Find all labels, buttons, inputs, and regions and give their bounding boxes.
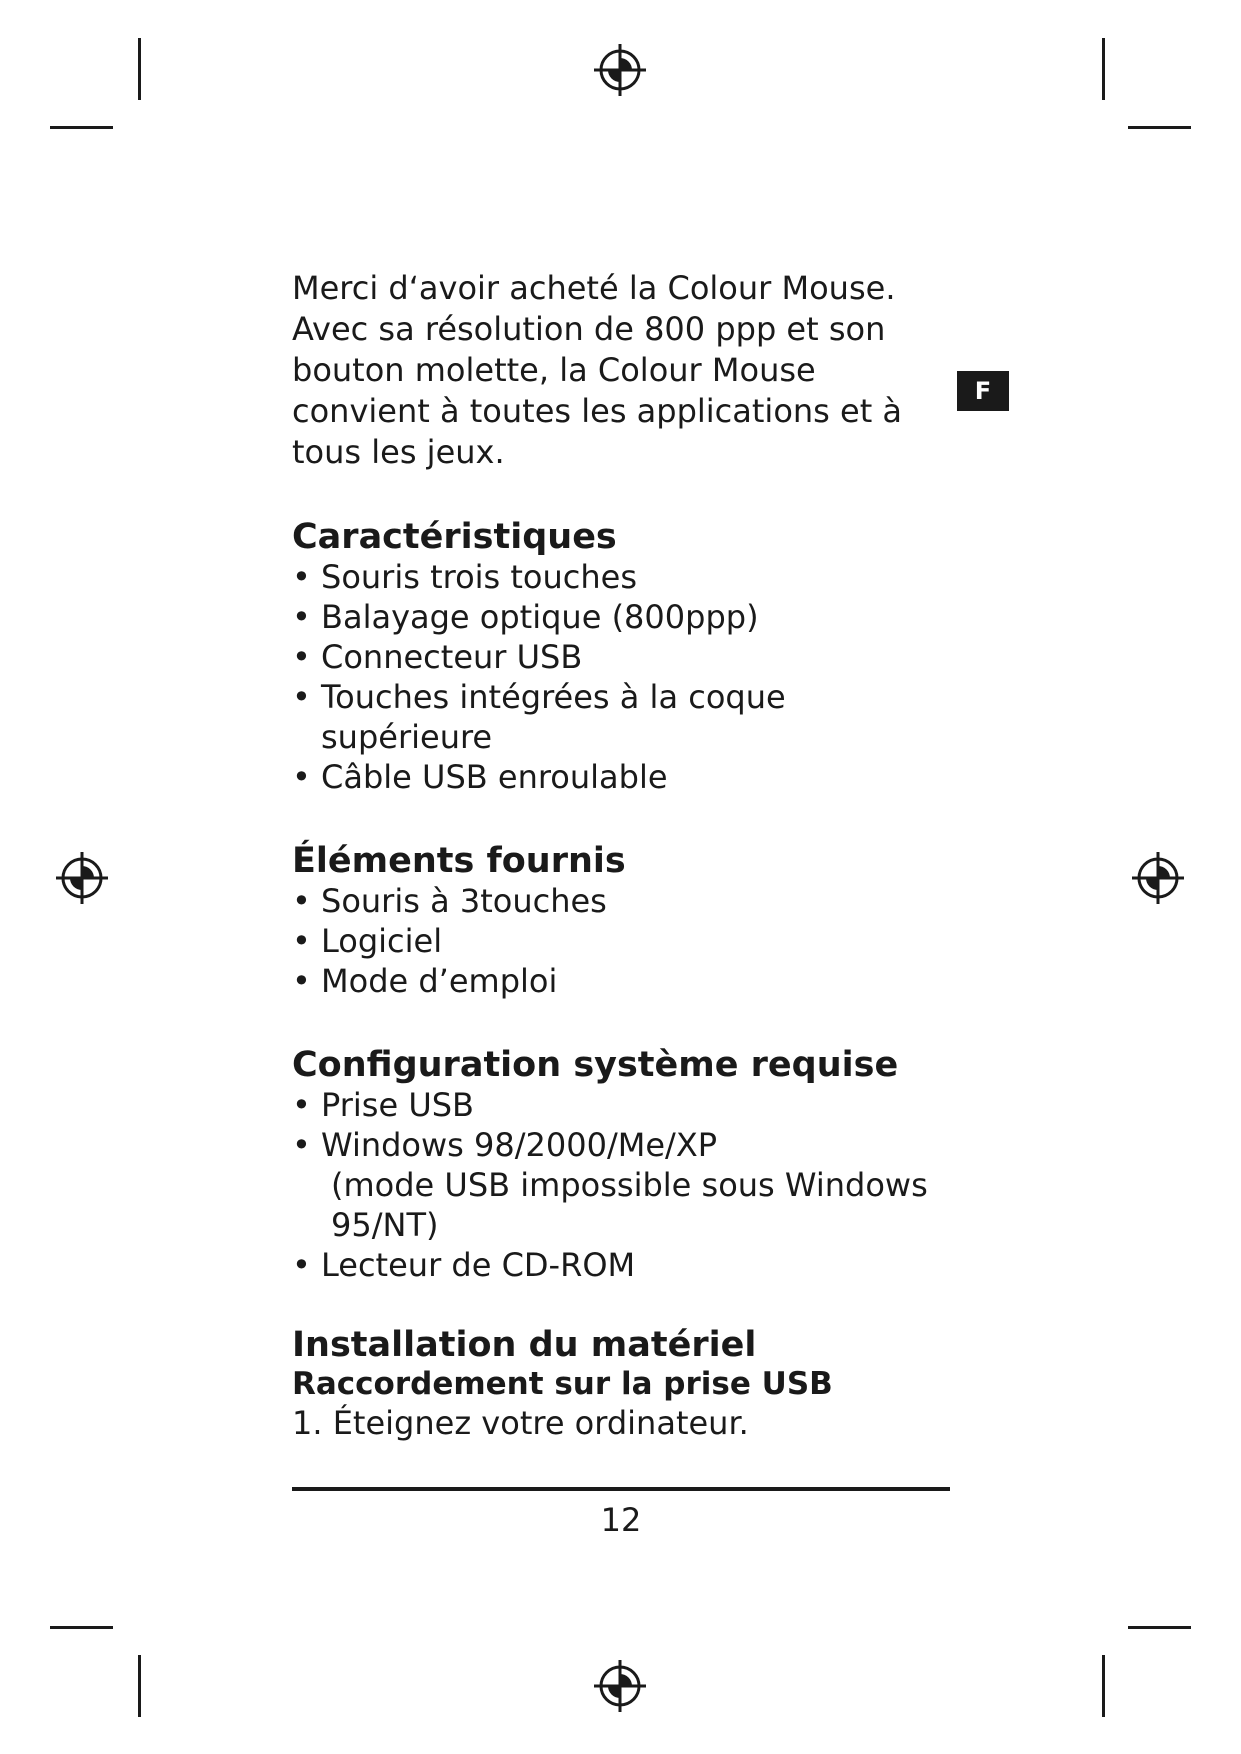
registration-mark-right-icon [1130, 850, 1186, 906]
list-item [292, 1125, 961, 1245]
bullet: • [292, 638, 311, 676]
list-item-text: Câble USB enroulable [321, 758, 668, 796]
bullet: • [292, 678, 311, 716]
requirements-heading: Configuration système requise [292, 1045, 899, 1085]
bullet: • [292, 758, 311, 796]
crop-mark-bottom-right-vertical [1102, 1655, 1105, 1717]
page-number: 12 [600, 1501, 642, 1539]
list-item [292, 597, 972, 637]
list-item [292, 921, 972, 961]
bullet: • [292, 882, 311, 920]
crop-mark-top-right-horizontal [1128, 126, 1191, 129]
crop-mark-top-right-vertical [1102, 38, 1105, 100]
bullet: • [292, 1246, 311, 1284]
bullet: • [292, 558, 311, 596]
list-item [292, 677, 841, 757]
windows-note: (mode USB impossible sous Windows 95/NT) [331, 1166, 928, 1244]
crop-mark-bottom-left-vertical [138, 1655, 141, 1717]
bullet: • [292, 1086, 311, 1124]
contents-heading: Éléments fournis [292, 841, 626, 881]
page-content [292, 268, 972, 1443]
list-item-text: Souris trois touches [321, 558, 638, 596]
list-item [292, 757, 972, 797]
registration-mark-left-icon [54, 850, 110, 906]
registration-mark-bottom-icon [592, 1658, 648, 1714]
installation-step-1: 1. Éteignez votre ordinateur. [292, 1404, 749, 1442]
list-item-text: Windows 98/2000/Me/XP [321, 1126, 718, 1164]
intro-paragraph: Merci d‘avoir acheté la Colour Mouse. Avec sa résolution de 800 ppp et son bouton molette, la Colour Mouse convient à toutes les applications et à tous les jeux. [292, 269, 903, 471]
bullet: • [292, 962, 311, 1000]
features-heading: Caractéristiques [292, 517, 617, 557]
list-item-text: Logiciel [321, 922, 443, 960]
bullet: • [292, 598, 311, 636]
installation-heading: Installation du matériel [292, 1325, 757, 1365]
list-item-text: Mode d’emploi [321, 962, 558, 1000]
bullet: • [292, 1126, 311, 1164]
list-item [292, 557, 972, 597]
list-item-text: Lecteur de CD-ROM [321, 1246, 636, 1284]
requirements-list [292, 1085, 972, 1285]
list-item [292, 1085, 972, 1125]
installation-subheading: Raccordement sur la prise USB [292, 1366, 833, 1402]
list-item-text: Touches intégrées à la coque supérieure [321, 678, 786, 756]
list-item [292, 881, 972, 921]
contents-list [292, 881, 972, 1001]
list-item-text: Balayage optique (800ppp) [321, 598, 759, 636]
list-item [292, 637, 972, 677]
list-item [292, 1245, 972, 1285]
list-item [292, 961, 972, 1001]
crop-mark-bottom-left-horizontal [50, 1626, 113, 1629]
list-item-text: Connecteur USB [321, 638, 583, 676]
registration-mark-top-icon [592, 42, 648, 98]
footer-divider [292, 1487, 950, 1491]
bullet: • [292, 922, 311, 960]
crop-mark-top-left-vertical [138, 38, 141, 100]
list-item-text: Souris à 3touches [321, 882, 607, 920]
list-item-text: Prise USB [321, 1086, 474, 1124]
crop-mark-top-left-horizontal [50, 126, 113, 129]
features-list [292, 557, 972, 797]
language-tab: F [957, 371, 1009, 411]
crop-mark-bottom-right-horizontal [1128, 1626, 1191, 1629]
